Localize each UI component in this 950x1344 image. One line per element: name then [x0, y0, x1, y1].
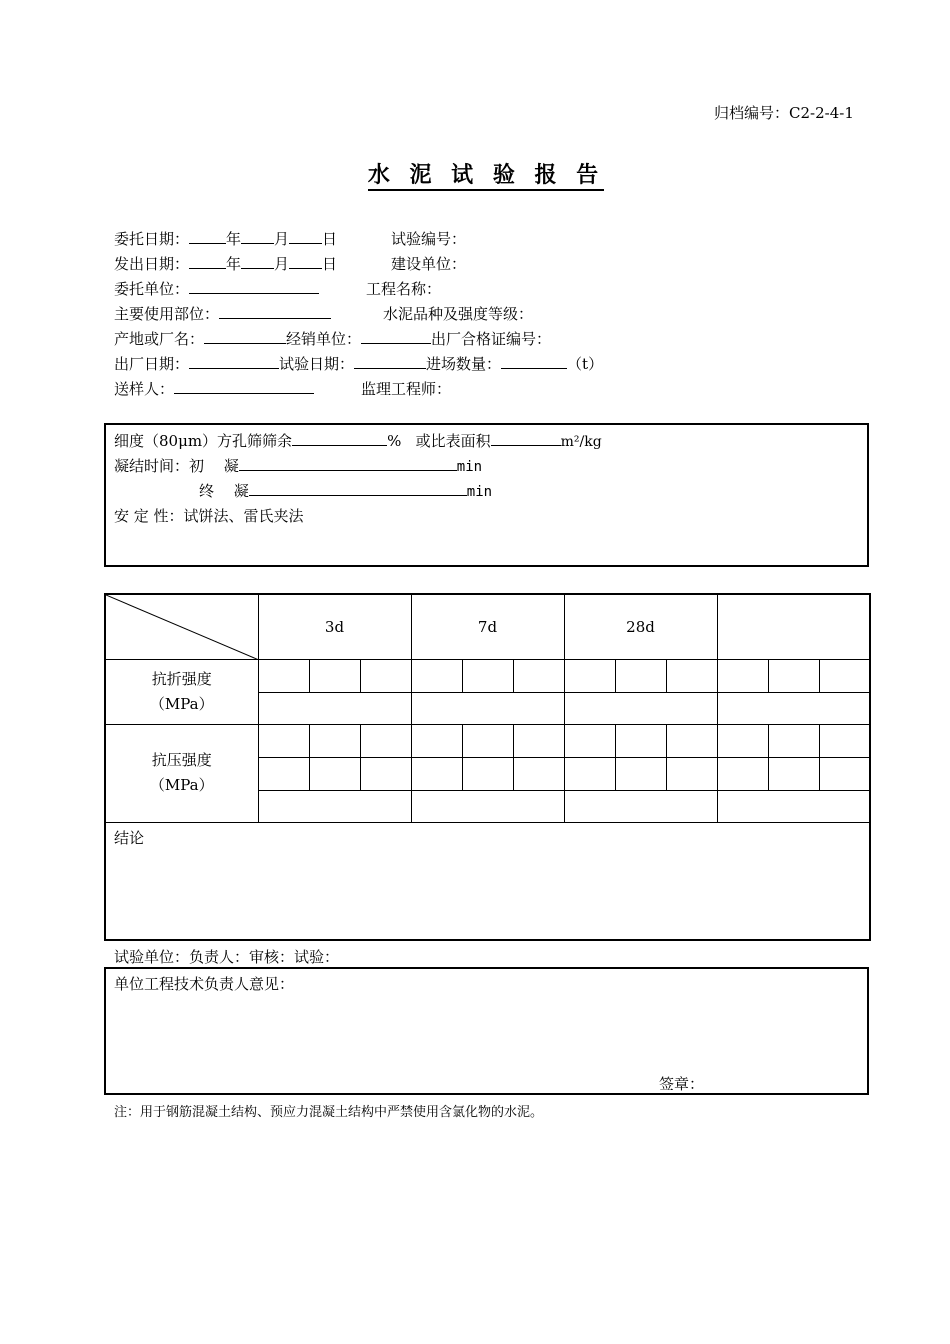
- day-blank[interactable]: [289, 254, 322, 269]
- test-no-label: 试验编号：: [391, 230, 467, 248]
- flexural-label: 抗折强度: [151, 669, 212, 688]
- origin-label: 产地或厂名：: [114, 330, 205, 348]
- seal-label: 签章：: [659, 1075, 705, 1093]
- entry-qty-label: 进场数量：: [426, 355, 502, 373]
- conclusion-cell[interactable]: [105, 822, 870, 940]
- table-cell[interactable]: [819, 757, 870, 790]
- entrust-unit-blank[interactable]: [189, 279, 319, 294]
- table-cell[interactable]: [819, 659, 870, 692]
- age-7d-header: 7d: [411, 594, 564, 659]
- initial-set-label: 初 凝: [189, 457, 239, 475]
- min-unit: min: [456, 459, 483, 475]
- min-unit: min: [466, 484, 493, 500]
- age-3d-header: 3d: [258, 594, 411, 659]
- table-cell[interactable]: [564, 692, 717, 724]
- compressive-label-cell: [105, 724, 258, 822]
- origin-row: [114, 328, 551, 349]
- origin-blank[interactable]: [204, 329, 286, 344]
- year-blank[interactable]: [189, 229, 226, 244]
- table-cell[interactable]: [513, 757, 564, 790]
- test-date-blank[interactable]: [354, 354, 426, 369]
- table-cell[interactable]: [615, 757, 666, 790]
- flexural-unit: （MPa）: [149, 694, 214, 713]
- factory-date-blank[interactable]: [189, 354, 279, 369]
- test-date-label: 试验日期：: [279, 355, 355, 373]
- table-cell[interactable]: [411, 692, 564, 724]
- table-cell[interactable]: [309, 659, 360, 692]
- setting-final-row: [199, 480, 492, 501]
- factory-date-label: 出厂日期：: [114, 355, 190, 373]
- day-label: 日: [322, 255, 338, 273]
- month-blank[interactable]: [241, 229, 274, 244]
- sender-blank[interactable]: [174, 379, 314, 394]
- surface-blank[interactable]: [491, 431, 561, 446]
- entrust-date-label: 委托日期：: [114, 230, 190, 248]
- table-cell[interactable]: [564, 659, 615, 692]
- table-cell[interactable]: [258, 724, 309, 757]
- final-set-blank[interactable]: [249, 481, 467, 496]
- strength-table: [104, 593, 871, 941]
- dealer-blank[interactable]: [361, 329, 431, 344]
- table-cell[interactable]: [564, 757, 615, 790]
- entrust-unit-label: 委托单位：: [114, 280, 190, 298]
- table-cell[interactable]: [258, 790, 411, 822]
- table-cell[interactable]: [360, 757, 411, 790]
- table-cell[interactable]: [666, 757, 717, 790]
- table-cell[interactable]: [411, 790, 564, 822]
- table-cell[interactable]: [717, 757, 768, 790]
- month-label: 月: [274, 230, 290, 248]
- compressive-row-1: [105, 724, 870, 757]
- conclusion-label: 结论: [114, 828, 145, 847]
- entrust-date-row: [114, 228, 337, 249]
- setting-initial-row: [114, 455, 482, 476]
- table-header-row: [105, 594, 870, 659]
- table-cell[interactable]: [258, 757, 309, 790]
- flexural-label-cell: [105, 659, 258, 724]
- table-cell[interactable]: [411, 724, 462, 757]
- signoff-line: 试验单位：负责人：审核：试验：: [114, 948, 340, 966]
- year-label: 年: [226, 255, 242, 273]
- entrust-unit-row: [114, 278, 319, 299]
- surface-unit: m²/kg: [560, 434, 602, 450]
- issue-date-row: [114, 253, 337, 274]
- table-cell[interactable]: [615, 659, 666, 692]
- setting-time-label: 凝结时间：: [114, 457, 190, 475]
- day-label: 日: [322, 230, 338, 248]
- conclusion-row: [105, 822, 870, 940]
- percent-label: %: [387, 432, 402, 450]
- table-cell[interactable]: [564, 790, 717, 822]
- flexural-row-1: [105, 659, 870, 692]
- table-cell[interactable]: [258, 659, 309, 692]
- issue-date-label: 发出日期：: [114, 255, 190, 273]
- table-cell[interactable]: [768, 659, 819, 692]
- main-part-row: [114, 303, 331, 324]
- archive-label: 归档编号：: [714, 104, 790, 122]
- age-extra-header: [717, 594, 870, 659]
- table-cell[interactable]: [564, 724, 615, 757]
- initial-set-blank[interactable]: [239, 456, 457, 471]
- sender-label: 送样人：: [114, 380, 175, 398]
- unit-t-label: （t）: [567, 355, 604, 373]
- supervisor-label: 监理工程师：: [361, 380, 452, 398]
- fineness-row: [114, 430, 602, 451]
- table-cell[interactable]: [309, 724, 360, 757]
- footnote: 注：用于钢筋混凝土结构、预应力混凝土结构中严禁使用含氯化物的水泥。: [114, 1105, 544, 1120]
- table-cell[interactable]: [717, 692, 870, 724]
- page-title: 水 泥 试 验 报 告: [0, 158, 950, 189]
- table-cell[interactable]: [666, 724, 717, 757]
- diagonal-header-cell: [105, 594, 258, 659]
- table-cell[interactable]: [768, 724, 819, 757]
- table-cell[interactable]: [309, 757, 360, 790]
- table-cell[interactable]: [462, 757, 513, 790]
- table-cell[interactable]: [615, 724, 666, 757]
- table-cell[interactable]: [513, 659, 564, 692]
- dealer-label: 经销单位：: [286, 330, 362, 348]
- day-blank[interactable]: [289, 229, 322, 244]
- factory-date-row: [114, 353, 603, 374]
- table-cell[interactable]: [717, 659, 768, 692]
- table-cell[interactable]: [411, 659, 462, 692]
- table-cell[interactable]: [411, 757, 462, 790]
- main-part-label: 主要使用部位：: [114, 305, 220, 323]
- year-label: 年: [226, 230, 242, 248]
- table-cell[interactable]: [462, 659, 513, 692]
- main-part-blank[interactable]: [219, 304, 331, 319]
- table-cell[interactable]: [360, 659, 411, 692]
- month-blank[interactable]: [241, 254, 274, 269]
- compressive-unit: （MPa）: [149, 776, 214, 794]
- compressive-label: 抗压强度: [151, 751, 212, 769]
- entry-qty-blank[interactable]: [501, 354, 567, 369]
- table-cell[interactable]: [768, 757, 819, 790]
- table-cell[interactable]: [462, 724, 513, 757]
- table-cell[interactable]: [717, 724, 768, 757]
- table-cell[interactable]: [666, 659, 717, 692]
- surface-label: 或比表面积: [415, 432, 491, 450]
- table-cell[interactable]: [513, 724, 564, 757]
- sender-row: [114, 378, 314, 399]
- table-cell[interactable]: [819, 724, 870, 757]
- year-blank[interactable]: [189, 254, 226, 269]
- opinion-label: 单位工程技术负责人意见：: [114, 975, 295, 993]
- final-set-label: 终 凝: [199, 482, 249, 500]
- age-28d-header: 28d: [564, 594, 717, 659]
- diagonal-line: [106, 595, 259, 660]
- table-cell[interactable]: [258, 692, 411, 724]
- archive-code: C2-2-4-1: [789, 104, 854, 122]
- month-label: 月: [274, 255, 290, 273]
- fineness-blank[interactable]: [292, 431, 387, 446]
- archive-number: [714, 102, 854, 123]
- cement-grade-label: 水泥品种及强度等级：: [383, 305, 534, 323]
- table-cell[interactable]: [360, 724, 411, 757]
- fineness-label: 细度（80μm）方孔筛筛余: [114, 432, 293, 450]
- cert-no-label: 出厂合格证编号：: [431, 330, 552, 348]
- soundness-label: 安 定 性：试饼法、雷氏夹法: [114, 507, 304, 525]
- table-cell[interactable]: [717, 790, 870, 822]
- project-name-label: 工程名称：: [366, 280, 442, 298]
- builder-label: 建设单位：: [391, 255, 467, 273]
